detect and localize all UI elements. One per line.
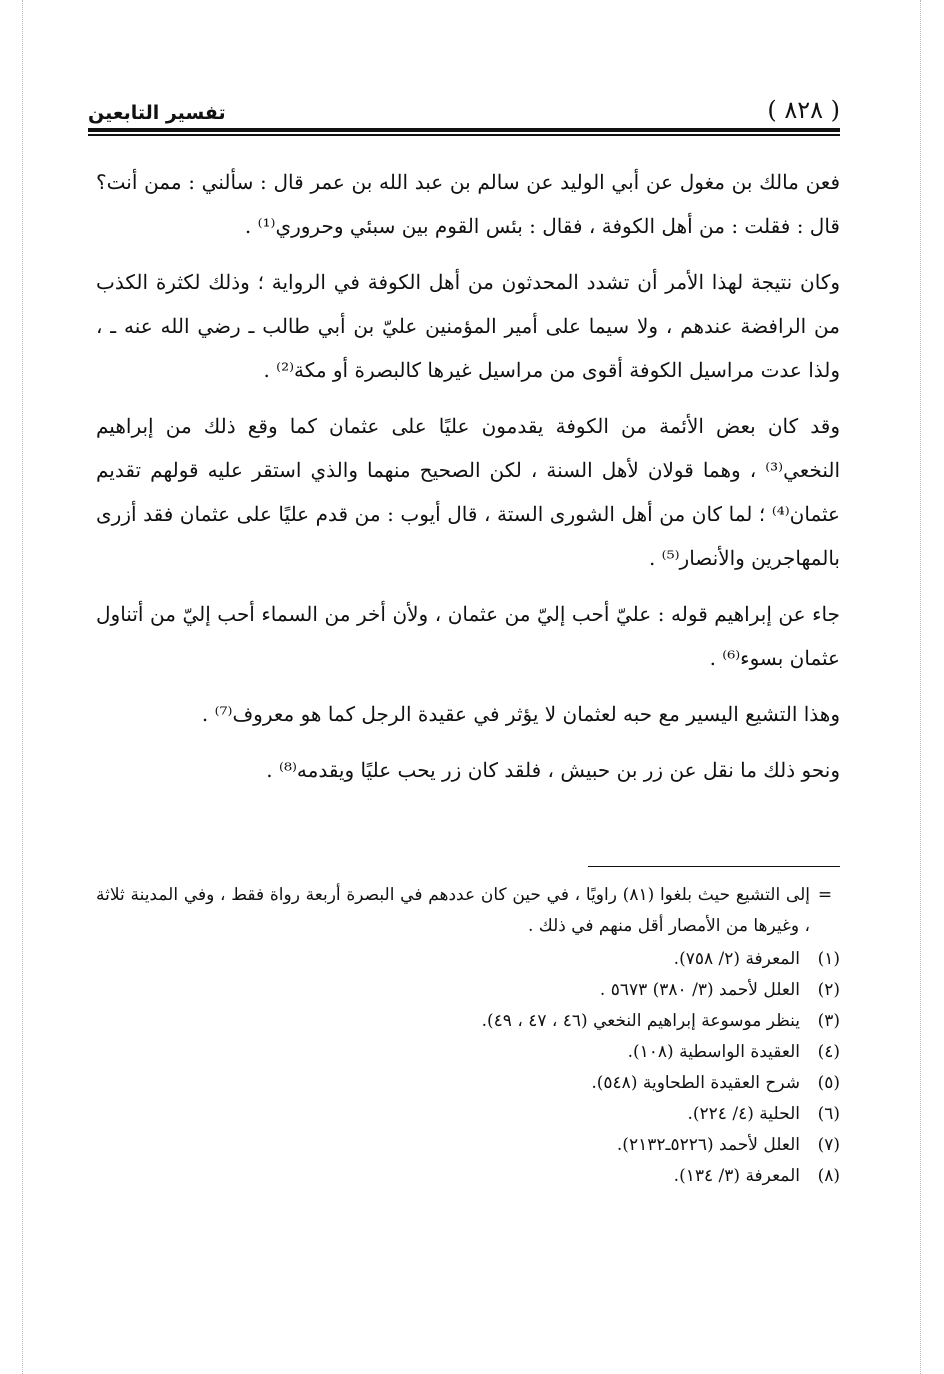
footnote-6 <box>96 1099 840 1130</box>
header-rule <box>88 128 840 136</box>
paragraph-6: ونحو ذلك ما نقل عن زر بن حبيش ، فلقد كان زر يحب عليًا ويقدمه⁽⁸⁾ . <box>266 758 840 782</box>
footnote-1 <box>96 944 840 975</box>
footnote-text: الحلية (٤/ ٢٢٤). <box>687 1104 800 1124</box>
paragraph-1: فعن مالك بن مغول عن أبي الوليد عن سالم بن عبد الله بن عمر قال : سألني : ممن أنت؟ قال : فقلت : من أهل الكوفة ، فقال : بئس القوم بين سبئي وحروري⁽¹⁾ . <box>96 170 841 238</box>
page-edge-left <box>22 0 24 1374</box>
footnote-number: (٢) <box>817 980 840 1000</box>
footnote-continued <box>96 880 840 942</box>
footnote-text: ينظر موسوعة إبراهيم النخعي (٤٦ ، ٤٧ ، ٤٩). <box>481 1011 800 1031</box>
running-title: تفسير التابعين <box>88 102 226 124</box>
book-page <box>88 0 840 1374</box>
footnote-text: المعرفة (٣/ ١٣٤). <box>673 1166 800 1186</box>
footnote-continued-text: إلى التشيع حيث بلغوا (٨١) راويًا ، في حين كان عددهم في البصرة أربعة رواة فقط ، وفي المدينة ثلاثة ، وغيرها من الأمصار أقل منهم في ذلك . <box>96 885 811 936</box>
footnote-text: شرح العقيدة الطحاوية (٥٤٨). <box>591 1073 800 1093</box>
page-number: ( ٨٢٨ ) <box>767 96 840 124</box>
footnote-3 <box>96 1006 840 1037</box>
page-edge-right <box>920 0 922 1374</box>
footnote-4 <box>96 1037 840 1068</box>
footnote-number: (٧) <box>817 1135 840 1155</box>
footnote-text: العقيدة الواسطية (١٠٨). <box>627 1042 800 1062</box>
footnote-2 <box>96 975 840 1006</box>
paragraph-5: وهذا التشيع اليسير مع حبه لعثمان لا يؤثر في عقيدة الرجل كما هو معروف⁽⁷⁾ . <box>201 702 840 726</box>
paragraph-4: جاء عن إبراهيم قوله : عليّ أحب إليّ من عثمان ، ولأن أخر من السماء أحب إليّ من أتناول عثمان بسوء⁽⁶⁾ . <box>96 602 840 670</box>
footnote-text: العلل لأحمد (٥٢٢٦ـ٢١٣٢). <box>616 1135 800 1155</box>
footnotes <box>96 880 840 1192</box>
continuation-marker: = <box>817 885 833 905</box>
footnote-number: (٥) <box>817 1073 840 1093</box>
footnote-number: (٨) <box>817 1166 840 1186</box>
footnote-7 <box>96 1130 840 1161</box>
footnote-text: المعرفة (٢/ ٧٥٨). <box>673 949 800 969</box>
paragraph-3: وقد كان بعض الأئمة من الكوفة يقدمون عليًا على عثمان كما وقع ذلك من إبراهيم النخعي⁽³⁾ ، وهما قولان لأهل السنة ، لكن الصحيح منهما والذي استقر عليه قولهم تقديم عثمان⁽⁴⁾ ؛ لما كان من أهل الشورى الستة ، قال أيوب : من قدم عليًا على عثمان فقد أزرى بالمهاجرين والأنصار⁽⁵⁾ . <box>96 414 840 570</box>
footnote-separator <box>588 866 840 867</box>
footnote-8 <box>96 1161 840 1192</box>
footnote-5 <box>96 1068 840 1099</box>
footnote-number: (٣) <box>817 1011 840 1031</box>
footnote-number: (٦) <box>817 1104 840 1124</box>
footnote-number: (١) <box>817 949 840 969</box>
footnote-number: (٤) <box>817 1042 840 1062</box>
main-text <box>96 160 840 804</box>
footnote-text: العلل لأحمد (٣/ ٣٨٠) ٥٦٧٣ . <box>599 980 800 1000</box>
page-header <box>88 88 840 124</box>
paragraph-2: وكان نتيجة لهذا الأمر أن تشدد المحدثون من أهل الكوفة في الرواية ؛ وذلك لكثرة الكذب من الرافضة عندهم ، ولا سيما على أمير المؤمنين عليّ بن أبي طالب ـ رضي الله عنه ـ ، ولذا عدت مراسيل الكوفة أقوى من مراسيل غيرها كالبصرة أو مكة⁽²⁾ . <box>96 270 840 382</box>
